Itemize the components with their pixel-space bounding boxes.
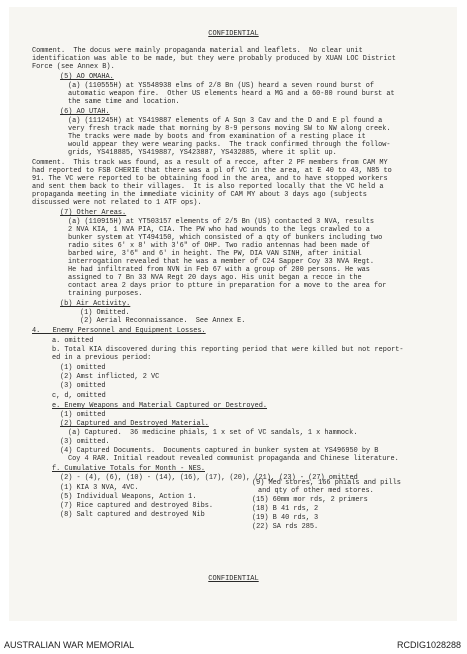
text-line: (3) omitted (60, 382, 106, 390)
text-line: (8) Salt captured and destroyed Nib (60, 511, 205, 519)
text-line: contact area 2 days prior to ptture in preparation for a move to the area for (68, 282, 387, 290)
text-line: and qty of other med stores. (258, 487, 374, 495)
text-line: 91. The VC were reported to be obtaining food in the area, and to have stopped workers (32, 175, 388, 183)
text-line: (4) Captured Documents. Documents captured in bunker system at YS496950 by B (60, 447, 379, 455)
section-heading: (7) Other Areas. (60, 209, 127, 217)
text-line: (a) (110555H) at YS548938 elms of 2/8 Bn (US) heard a seven round burst of (68, 82, 374, 90)
text-line: He had infiltrated from NVN in Feb 67 with a group of 200 persons. He was (68, 266, 370, 274)
text-line: (a) (110915H) at YT503157 elements of 2/5 Bn (US) contacted 3 NVA, results (68, 218, 374, 226)
text-line: automatic weapon fire. Other US elements heard a MG and a 60-80 round burst at (68, 90, 395, 98)
text-line: interrogation revealed that he was a member of C24 Sapper Coy 33 NVA Regt. (68, 258, 374, 266)
text-line: (15) 60mm mor rds, 2 primers (252, 496, 368, 504)
text-line: had reported to FSB CHERIE that there was a pl of VC in the area, at E 40 to 43, N85 to (32, 167, 392, 175)
section-heading: e. Enemy Weapons and Material Captured or Destroyed. (52, 402, 268, 410)
text-line: Comment. The docus were mainly propaganda material and leaflets. No clear unit (32, 47, 363, 55)
text-line: propaganda meeting in the immediate vicinity of CAM MY about 3 days ago (subjects (32, 191, 367, 199)
archive-name: AUSTRALIAN WAR MEMORIAL (4, 640, 135, 650)
section-heading: (2) Captured and Destroyed Material. (60, 420, 209, 428)
text-line: (1) omitted (60, 411, 106, 419)
text-line: (2) Aerial Reconnaissance. See Annex E. (80, 317, 246, 325)
section-heading: (5) AO OMAHA. (60, 73, 114, 81)
text-line: Force (see Annex B). (32, 63, 115, 71)
text-line: a. omitted (52, 337, 94, 345)
text-line: (1) omitted (60, 364, 106, 372)
text-line: very fresh track made that morning by 8-9 persons moving SW to NW along creek. (68, 125, 391, 133)
section-heading: 4. Enemy Personnel and Equipment Losses. (32, 327, 206, 335)
text-line: The tracks were made by boots and from examination of a resting place it (68, 133, 366, 141)
archive-footer (0, 624, 467, 654)
text-line: (5) Individual Weapons, Action 1. (60, 493, 197, 501)
text-line: (3) omitted. (60, 438, 110, 446)
text-line: identification was able to be made, but they were probably produced by XUAN LOC District (32, 55, 396, 63)
text-line: (a) (111245H) at YS419887 elements of A Sqn 3 Cav and the D and E pl found a (68, 117, 383, 125)
classification-header: CONFIDENTIAL (208, 30, 259, 38)
text-line: grids, YS418885, YS419887, YS423887, YS432885, where it split up. (68, 149, 337, 157)
text-line: (19) B 40 rds, 3 (252, 514, 319, 522)
section-heading: f. Cumulative Totals for Month - NES. (52, 465, 205, 473)
text-line: bunker system at YT494150, which consisted of a qty of bunkers including two (68, 234, 383, 242)
text-line: ed in a previous period: (52, 354, 152, 362)
text-line: 2 NVA KIA, 1 NVA PIA, CIA. The PW who had wounds to the legs crawled to a (68, 226, 370, 234)
classification-footer: CONFIDENTIAL (208, 575, 259, 583)
text-line: b. Total KIA discovered during this reporting period that were killed but not report- (52, 346, 404, 354)
text-line: (9) Med stores, 166 phials and pills (252, 479, 401, 487)
text-line: would appear they were wearing packs. The track confirmed through the follow- (68, 141, 391, 149)
text-line: training purposes. (68, 290, 143, 298)
text-line: (a) Captured. 36 medicine phials, 1 x set of VC sandals, 1 x hammock. (68, 429, 358, 437)
text-line: (22) SA rds 285. (252, 523, 319, 531)
text-line: and sent them back to their villages. It is also reported locally that the VC held a (32, 183, 384, 191)
record-id: RCDIG1028288 (396, 640, 461, 650)
text-line: (18) B 41 rds, 2 (252, 505, 319, 513)
text-line: the same time and location. (68, 98, 180, 106)
text-line: radio sites 6' x 8' with 3'6" of OHP. Two radio antennas had been made of (68, 242, 370, 250)
text-line: discussed were not related to 1 ATF ops). (32, 199, 202, 207)
text-line: (2) Amst inflicted, 2 VC (60, 373, 160, 381)
section-heading: (6) AO UTAH. (60, 108, 110, 116)
text-line: barbed wire, 3'6" and 6' in height. The PW, DIA VAN SINH, after initial (68, 250, 362, 258)
text-line: c, d, omitted (52, 392, 106, 400)
section-heading: (b) Air Activity. (60, 300, 131, 308)
text-line: (7) Rice captured and destroyed 8ibs. (60, 502, 213, 510)
text-line: Comment. This track was found, as a result of a recce, after 2 PF members from CAM MY (32, 159, 388, 167)
text-line: Coy 4 RAR. Initial readout revealed communist propaganda and Chinese literature. (68, 455, 399, 463)
text-line: (1) KIA 3 NVA, 4VC. (60, 484, 139, 492)
text-line: (1) Omitted. (80, 309, 130, 317)
text-line: (2) - (4), (6), (10) - (14), (16), (17), (20), (21), (23) - (27) omitted (60, 474, 358, 482)
text-line: assigned to 7 Bn 33 NVA Regt 20 days ago. His unit began a recce in the (68, 274, 362, 282)
